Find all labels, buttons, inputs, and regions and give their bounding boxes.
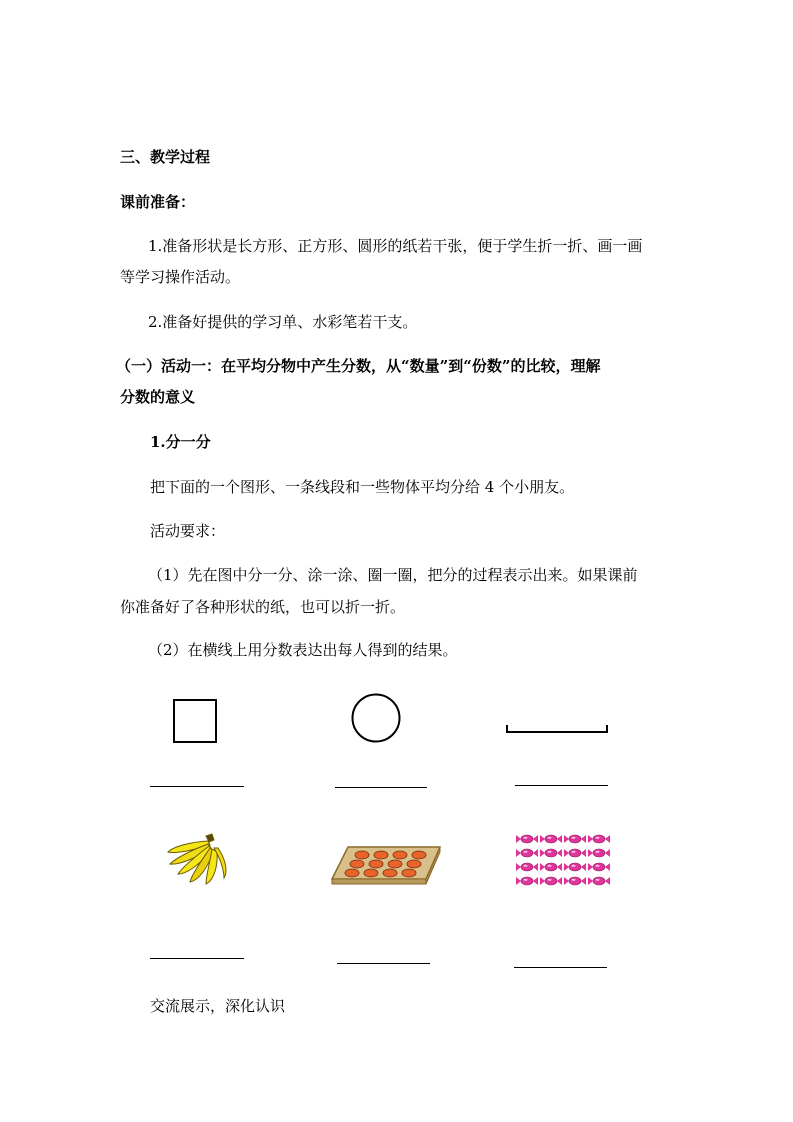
candy bbox=[516, 849, 538, 857]
closing-text: 交流展示，深化认识 bbox=[150, 997, 286, 1015]
candy bbox=[516, 877, 538, 885]
candy bbox=[564, 863, 586, 871]
candy bbox=[540, 877, 562, 885]
prep-heading: 课前准备： bbox=[120, 193, 196, 211]
prep-item-1-line-2: 等学习操作活动。 bbox=[120, 268, 241, 286]
answer-line-bananas[interactable] bbox=[150, 958, 244, 959]
square-shape[interactable] bbox=[172, 698, 218, 744]
instruction-text: 把下面的一个图形、一条线段和一些物体平均分给 4 个小朋友。 bbox=[150, 478, 575, 496]
sub-heading: 1.分一分 bbox=[150, 433, 211, 451]
candy bbox=[540, 849, 562, 857]
candy bbox=[516, 863, 538, 871]
candy bbox=[588, 863, 610, 871]
requirements-label: 活动要求： bbox=[150, 522, 226, 540]
answer-line-segment[interactable] bbox=[515, 785, 608, 786]
prep-item-1-line-1: 1.准备形状是长方形、正方形、圆形的纸若干张，便于学生折一折、画一画 bbox=[148, 237, 643, 255]
tray-of-fruit-image[interactable] bbox=[330, 843, 442, 885]
activity-heading-line-1: （一）活动一：在平均分物中产生分数，从“数量”到“份数”的比较，理解 bbox=[116, 357, 601, 375]
candy bbox=[516, 835, 538, 843]
answer-line-candies[interactable] bbox=[514, 967, 607, 968]
candy bbox=[588, 835, 610, 843]
answer-line-square[interactable] bbox=[150, 786, 244, 787]
candy bbox=[564, 877, 586, 885]
candy bbox=[564, 835, 586, 843]
line-segment[interactable] bbox=[505, 722, 609, 736]
requirement-2: （2）在横线上用分数表达出每人得到的结果。 bbox=[148, 641, 458, 659]
banana-bunch-image[interactable] bbox=[162, 832, 228, 886]
candy bbox=[540, 835, 562, 843]
candy bbox=[564, 849, 586, 857]
activity-heading-line-2: 分数的意义 bbox=[120, 388, 196, 406]
circle-shape[interactable] bbox=[350, 692, 402, 744]
candy bbox=[588, 877, 610, 885]
candy-grid-image[interactable] bbox=[515, 832, 611, 890]
requirement-1-line-1: （1）先在图中分一分、涂一涂、圈一圈，把分的过程表示出来。如果课前 bbox=[148, 566, 638, 584]
candy bbox=[588, 849, 610, 857]
answer-line-circle[interactable] bbox=[335, 787, 427, 788]
prep-item-2: 2.准备好提供的学习单、水彩笔若干支。 bbox=[148, 313, 418, 331]
candy bbox=[540, 863, 562, 871]
section-heading: 三、教学过程 bbox=[120, 148, 211, 166]
requirement-1-line-2: 你准备好了各种形状的纸，也可以折一折。 bbox=[120, 598, 406, 616]
answer-line-tray[interactable] bbox=[337, 963, 430, 964]
